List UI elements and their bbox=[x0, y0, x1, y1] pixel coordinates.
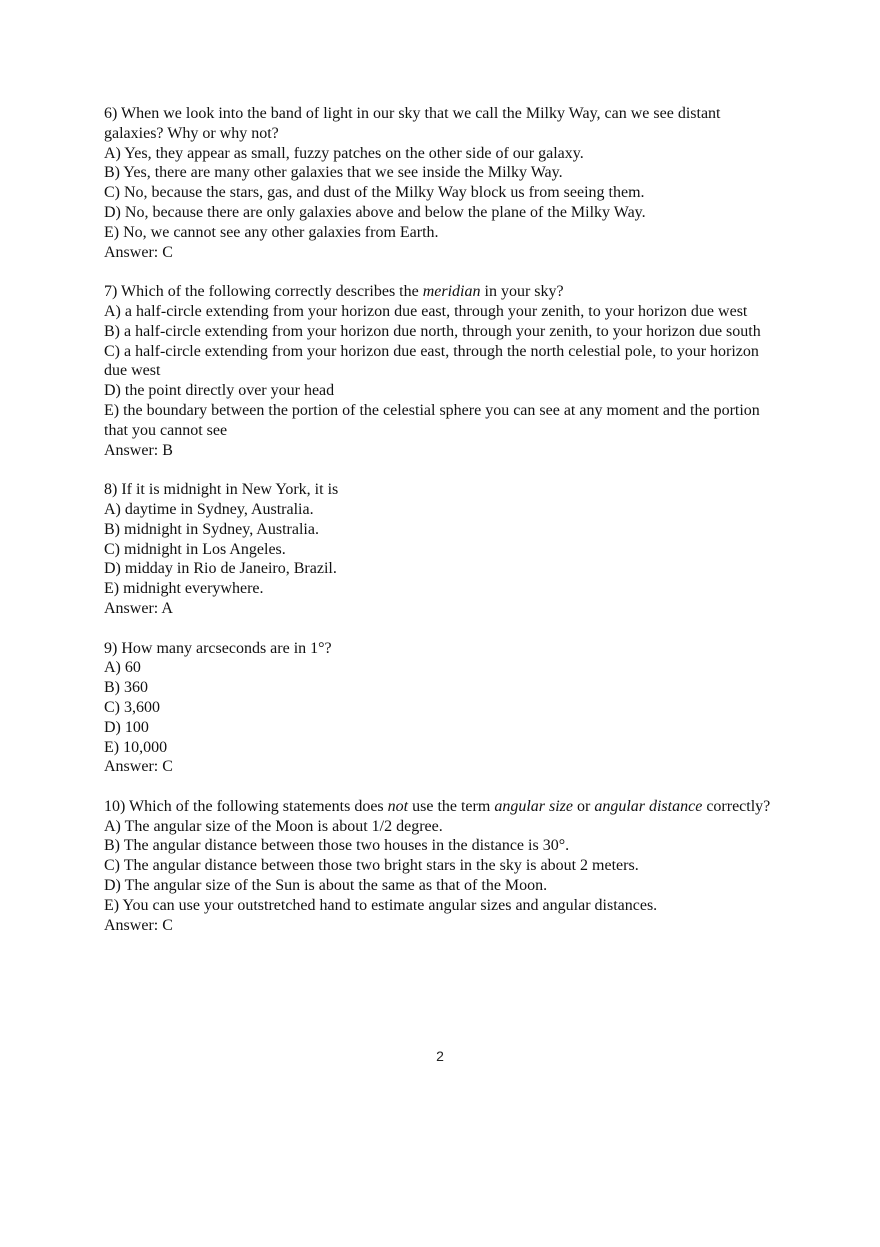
answer-option: E) You can use your outstretched hand to estimate angular sizes and angular distances. bbox=[104, 896, 658, 914]
answer-option: A) The angular size of the Moon is about 1/2 degree. bbox=[104, 817, 443, 835]
answer-option: C) The angular distance between those two bright stars in the sky is about 2 meters. bbox=[104, 857, 639, 875]
answer-option: C) midnight in Los Angeles. bbox=[104, 540, 286, 558]
question-stem bbox=[104, 480, 784, 500]
question-stem-text: correctly? bbox=[702, 797, 771, 815]
answer-key: Answer: A bbox=[104, 599, 173, 617]
question-stem bbox=[104, 104, 784, 144]
answer-option: C) No, because the stars, gas, and dust of the Milky Way block us from seeing them. bbox=[104, 184, 645, 202]
question-stem-emphasis: angular distance bbox=[594, 797, 703, 815]
question-stem-text: 9) How many arcseconds are in 1°? bbox=[104, 639, 332, 657]
answer-option: E) the boundary between the portion of the celestial sphere you can see at any moment and the portion that you cannot see bbox=[104, 401, 760, 439]
question-stem-text: use the term bbox=[408, 797, 495, 815]
answer-key: Answer: C bbox=[104, 243, 173, 261]
answer-option: E) 10,000 bbox=[104, 738, 168, 756]
question-stem-emphasis: not bbox=[387, 797, 409, 815]
answer-key: Answer: C bbox=[104, 758, 173, 776]
question-stem bbox=[104, 797, 784, 817]
answer-option: D) the point directly over your head bbox=[104, 382, 335, 400]
question-stem-emphasis: angular size bbox=[494, 797, 573, 815]
question-stem-text: 8) If it is midnight in New York, it is bbox=[104, 481, 339, 499]
question-block bbox=[104, 797, 784, 936]
question-stem-text: or bbox=[572, 797, 595, 815]
question-list bbox=[104, 104, 784, 955]
question-stem-text: 6) When we look into the band of light in our sky that we call the Milky Way, can we see distant galaxies? Why or why not? bbox=[104, 105, 721, 142]
answer-key: Answer: B bbox=[104, 441, 173, 459]
answer-option: B) The angular distance between those two houses in the distance is 30°. bbox=[104, 837, 570, 855]
question-stem-text: in your sky? bbox=[480, 283, 564, 301]
answer-option: A) daytime in Sydney, Australia. bbox=[104, 500, 314, 518]
answer-option: B) Yes, there are many other galaxies that we see inside the Milky Way. bbox=[104, 164, 563, 182]
question-stem-emphasis: meridian bbox=[422, 283, 481, 301]
question-stem bbox=[104, 639, 784, 659]
answer-option: A) 60 bbox=[104, 659, 141, 677]
answer-option: B) midnight in Sydney, Australia. bbox=[104, 520, 319, 538]
question-stem-text: 7) Which of the following correctly describes the bbox=[104, 283, 423, 301]
answer-option: C) a half-circle extending from your horizon due east, through the north celestial pole, to your horizon due west bbox=[104, 342, 759, 380]
answer-option: B) 360 bbox=[104, 679, 148, 697]
answer-option: E) midnight everywhere. bbox=[104, 580, 264, 598]
answer-key: Answer: C bbox=[104, 916, 173, 934]
answer-option: D) The angular size of the Sun is about the same as that of the Moon. bbox=[104, 877, 548, 895]
question-block bbox=[104, 282, 784, 460]
question-block bbox=[104, 480, 784, 619]
page-number: 2 bbox=[436, 1048, 444, 1064]
answer-option: D) midday in Rio de Janeiro, Brazil. bbox=[104, 560, 337, 578]
question-block bbox=[104, 104, 784, 262]
question-stem bbox=[104, 282, 784, 302]
answer-option: B) a half-circle extending from your horizon due north, through your zenith, to your horizon due south bbox=[104, 322, 761, 340]
answer-option: C) 3,600 bbox=[104, 698, 160, 716]
question-block bbox=[104, 639, 784, 778]
answer-option: E) No, we cannot see any other galaxies from Earth. bbox=[104, 223, 439, 241]
question-stem-text: 10) Which of the following statements does bbox=[104, 797, 388, 815]
answer-option: A) a half-circle extending from your horizon due east, through your zenith, to your horizon due west bbox=[104, 302, 748, 320]
answer-option: D) 100 bbox=[104, 718, 149, 736]
answer-option: A) Yes, they appear as small, fuzzy patches on the other side of our galaxy. bbox=[104, 144, 584, 162]
answer-option: D) No, because there are only galaxies above and below the plane of the Milky Way. bbox=[104, 203, 646, 221]
